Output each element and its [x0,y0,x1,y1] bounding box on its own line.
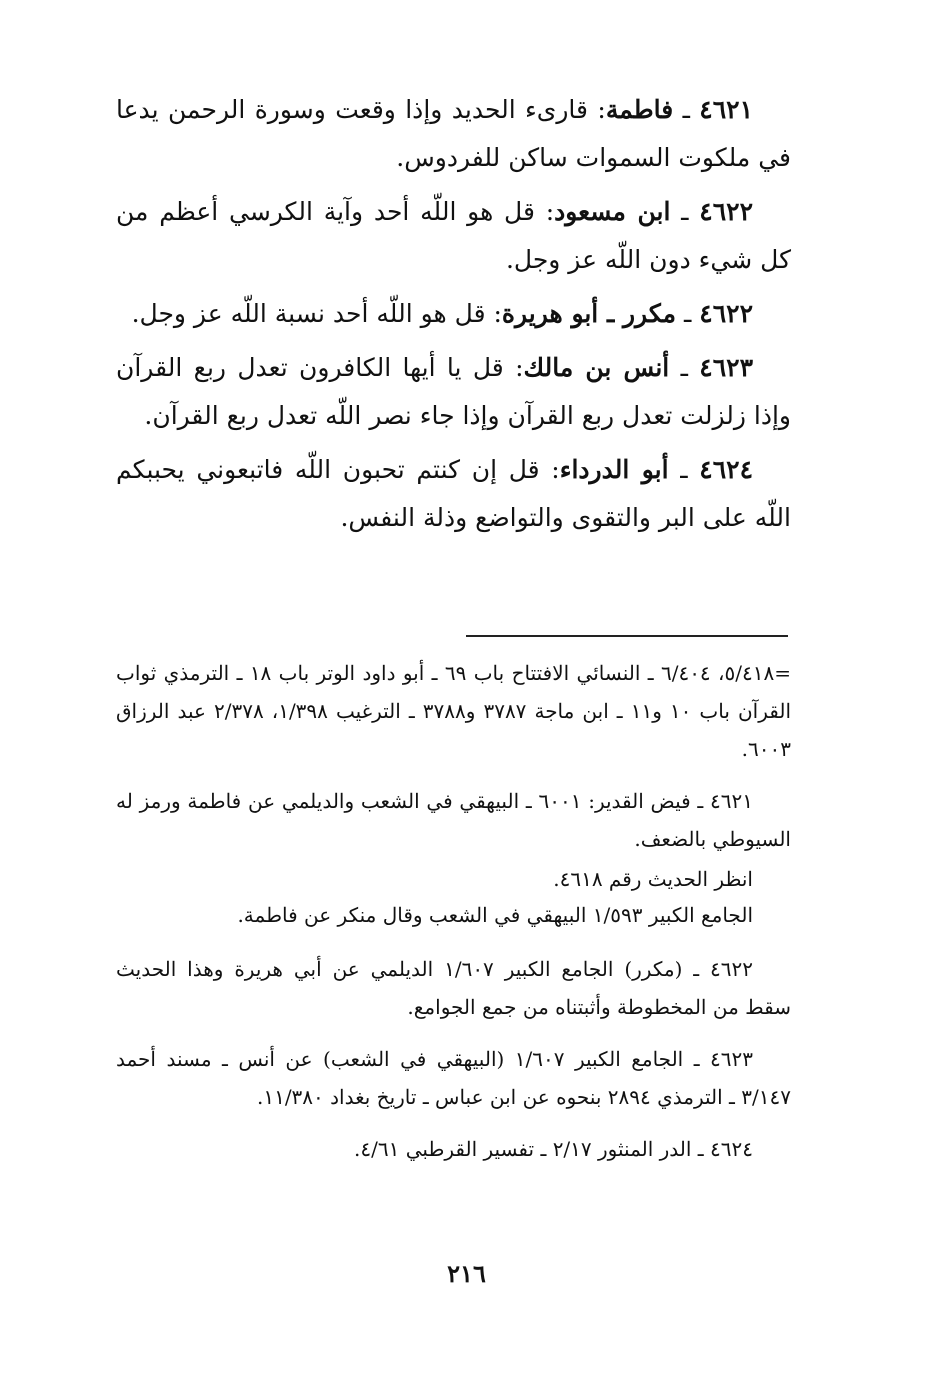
hadith-4622: ٤٦٢٢ ـ ابن مسعود: قل هو اللّه أحد وآية الكرسي أعظم من كل شيء دون اللّه عز وجل. [116,197,791,274]
hadith-text: قل هو اللّه أحد وآية الكرسي أعظم من كل شيء دون اللّه عز وجل. [116,197,791,274]
hadith-text: قل يا أيها الكافرون تعدل ربع القرآن وإذا زلزلت تعدل ربع القرآن وإذا جاء نصر اللّه تعدل ربع القرآن. [116,353,791,430]
hadith-narrator: ابن مسعود [554,197,671,226]
footnotes [116,654,791,1182]
page-number: ٢١٦ [447,1259,486,1288]
hadith-narrator: مكرر ـ أبو هريرة [501,299,677,328]
footnote-4623: ٤٦٢٣ ـ الجامع الكبير ١/٦٠٧ (البيهقي في الشعب) عن أنس ـ مسند أحمد ٣/١٤٧ ـ الترمذي ٢٨٩٤ بنحوه عن ابن عباس ـ تاريخ بغداد ١١/٣٨٠. [116,1047,791,1109]
hadith-number: ٤٦٢٣ [699,353,753,382]
hadith-number: ٤٦٢١ [699,95,754,124]
hadith-text: قل هو اللّه أحد نسبة اللّه عز وجل. [131,299,486,328]
footnote-continuation: =٥/٤١٨، ٦/٤٠٤ ـ النسائي الافتتاح باب ٦٩ ـ أبو داود الوتر باب ١٨ ـ الترمذي ثواب القرآن باب ١٠ و١١ ـ ابن ماجة ٣٧٨٧ و٣٧٨٨ ـ الترغيب ١/٣٩٨، ٢/٣٧٨ عبد الرزاق ٦٠٠٣. [116,661,791,761]
hadith-4621: ٤٦٢١ ـ فاطمة: قارىء الحديد وإذا وقعت وسورة الرحمن يدعا في ملكوت السموات ساكن للفردوس. [116,95,791,172]
hadith-narrator: فاطمة [605,95,674,124]
footnote-divider [466,635,788,637]
hadith-text: قل إن كنتم تحبون اللّه فاتبعوني يحببكم اللّه على البر والتقوى والتواضع وذلة النفس. [116,455,791,532]
footnote-4624: ٤٦٢٤ ـ الدر المنثور ٢/١٧ ـ تفسير القرطبي ٤/٦١. [354,1137,753,1161]
hadith-4623: ٤٦٢٣ ـ أنس بن مالك: قل يا أيها الكافرون تعدل ربع القرآن وإذا زلزلت تعدل ربع القرآن وإذا جاء نصر اللّه تعدل ربع القرآن. [116,353,791,430]
hadith-4624: ٤٦٢٤ ـ أبو الدرداء: قل إن كنتم تحبون اللّه فاتبعوني يحببكم اللّه على البر والتقوى والتواضع وذلة النفس. [116,455,791,532]
footnote-4621: ٤٦٢١ ـ فيض القدير: ٦٠٠١ ـ البيهقي في الشعب والديلمي عن فاطمة ورمز له السيوطي بالضعف. [116,789,791,851]
footnote-4621-note: انظر الحديث رقم ٤٦١٨. [553,867,753,891]
hadith-number: ٤٦٢٢ [699,197,753,226]
hadith-number: ٤٦٢٤ [699,455,754,484]
footnote-4622: ٤٦٢٢ ـ (مكرر) الجامع الكبير ١/٦٠٧ الديلمي عن أبي هريرة وهذا الحديث سقط من المخطوطة وأثبتناه من جمع الجوامع. [116,957,791,1019]
hadith-narrator: أنس بن مالك [523,353,670,382]
hadith-4622-repeated: ٤٦٢٢ ـ مكرر ـ أبو هريرة: قل هو اللّه أحد نسبة اللّه عز وجل. [131,299,753,328]
footnote-4621-note: الجامع الكبير ١/٥٩٣ البيهقي في الشعب وقال منكر عن فاطمة. [237,903,753,927]
hadith-narrator: أبو الدرداء [559,455,669,484]
hadith-list [116,86,791,548]
hadith-number: ٤٦٢٢ [699,299,753,328]
hadith-text: قارىء الحديد وإذا وقعت وسورة الرحمن يدعا في ملكوت السموات ساكن للفردوس. [116,95,791,172]
